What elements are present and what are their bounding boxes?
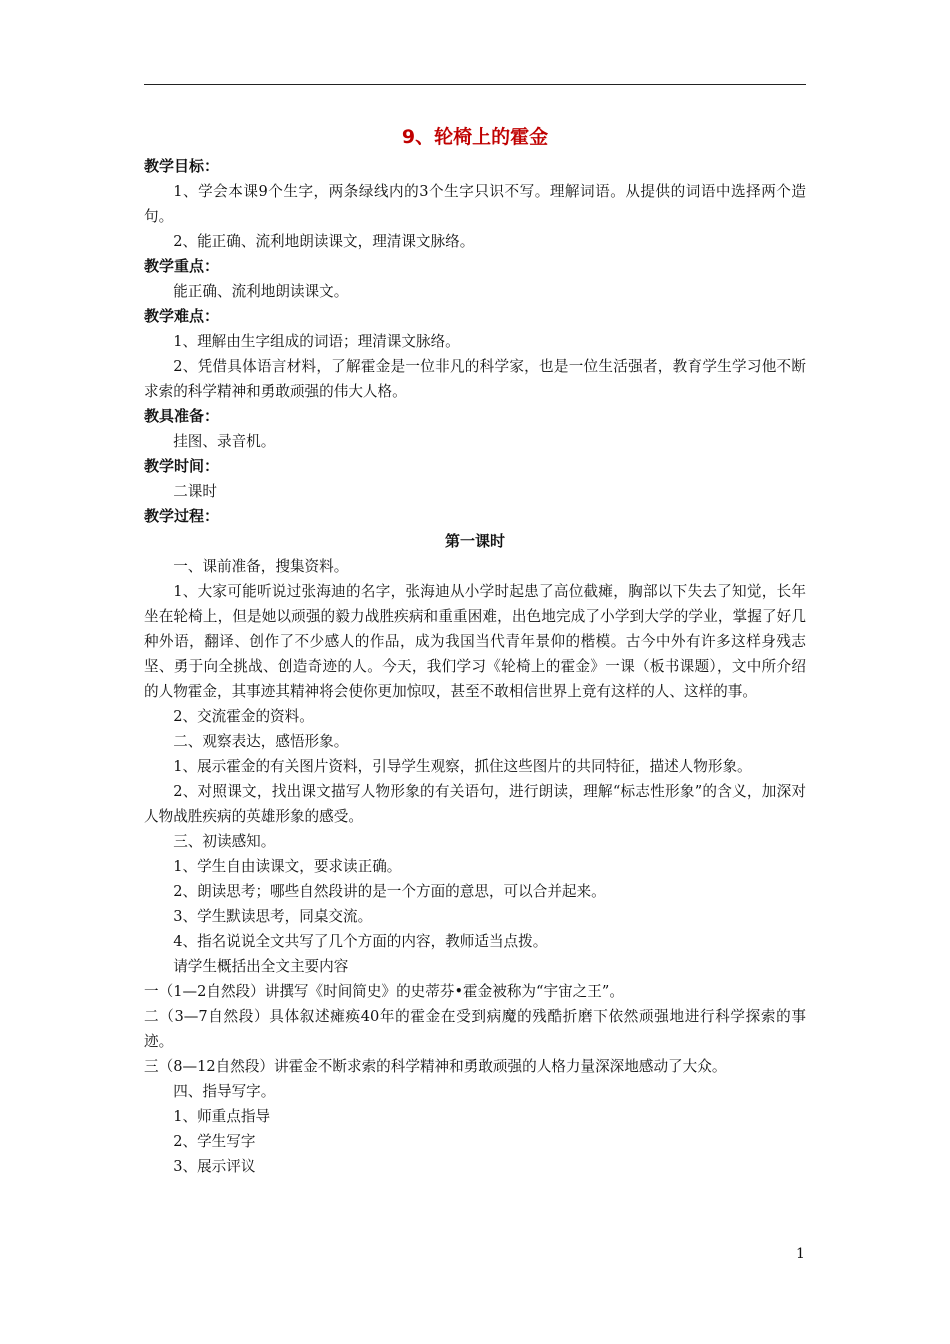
paragraph: 2、学生写字: [173, 1133, 256, 1150]
document-body: [144, 120, 806, 1179]
paragraph: 3、展示评议: [173, 1158, 256, 1175]
page-title: 9、轮椅上的霍金: [401, 126, 549, 148]
section-heading-process: 教学过程：: [144, 507, 220, 525]
paragraph: 2、朗读思考；哪些自然段讲的是一个方面的意思，可以合并起来。: [173, 883, 606, 900]
paragraph: 1、学生自由读课文，要求读正确。: [173, 858, 402, 875]
paragraph: 1、展示霍金的有关图片资料，引导学生观察，抓住这些图片的共同特征，描述人物形象。: [173, 758, 752, 775]
paragraph: 1、大家可能听说过张海迪的名字，张海迪从小学时起患了高位截瘫，胸部以下失去了知觉，长年坐在轮椅上，但是她以顽强的毅力战胜疾病和重重困难，出色地完成了小学到大学的学业，掌握了好几种外语，翻译、创作了不少感人的作品，成为我国当代青年景仰的楷模。古今中外有许多这样身残志坚、勇于向全挑战、创造奇迹的人。今天，我们学习《轮椅上的霍金》一课（板书课题），文中所介绍的人物霍金，其事迹其精神将会使你更加惊叹，甚至不敢相信世界上竟有这样的人、这样的事。: [144, 583, 806, 700]
paragraph: 1、学会本课9个生字，两条绿线内的3个生字只识不写。理解词语。从提供的词语中选择两个造句。: [144, 183, 806, 225]
paragraph: 2、凭借具体语言材料，了解霍金是一位非凡的科学家，也是一位生活强者，教育学生学习他不断求索的科学精神和勇敢顽强的伟大人格。: [144, 358, 806, 400]
paragraph: 1、师重点指导: [173, 1108, 271, 1125]
paragraph: 四、指导写字。: [173, 1083, 276, 1100]
header-rule: [144, 84, 806, 85]
paragraph: 2、对照课文，找出课文描写人物形象的有关语句，进行朗读，理解“标志性形象”的含义，加深对人物战胜疾病的英雄形象的感受。: [144, 783, 806, 825]
paragraph: 2、能正确、流利地朗读课文，理清课文脉络。: [173, 233, 475, 250]
summary-paragraph: 三（8—12自然段）讲霍金不断求索的科学精神和勇敢顽强的人格力量深深地感动了大众。: [144, 1058, 727, 1075]
summary-paragraph: 一（1—2自然段）讲撰写《时间简史》的史蒂芬•霍金被称为“宇宙之王”。: [144, 983, 624, 1000]
section-heading-key-points: 教学重点：: [144, 257, 220, 275]
summary-paragraph: 二（3—7自然段）具体叙述瘫痪40年的霍金在受到病魔的残酷折磨下依然顽强地进行科学探索的事迹。: [144, 1008, 806, 1050]
section-heading-goals: 教学目标：: [144, 157, 220, 175]
paragraph: 请学生概括出全文主要内容: [173, 958, 349, 975]
section-heading-time: 教学时间：: [144, 457, 220, 475]
section-heading-difficulties: 教学难点：: [144, 307, 220, 325]
paragraph: 二、观察表达，感悟形象。: [173, 733, 349, 750]
paragraph: 二课时: [173, 483, 217, 500]
page-number: 1: [796, 1246, 805, 1262]
paragraph: 挂图、录音机。: [173, 433, 276, 450]
paragraph: 4、指名说说全文共写了几个方面的内容，教师适当点拨。: [173, 933, 548, 950]
paragraph: 1、理解由生字组成的词语；理清课文脉络。: [173, 333, 460, 350]
lesson-title: 第一课时: [444, 532, 505, 550]
paragraph: 能正确、流利地朗读课文。: [173, 283, 349, 300]
section-heading-materials: 教具准备：: [144, 407, 220, 425]
paragraph: 一、课前准备，搜集资料。: [173, 558, 349, 575]
paragraph: 3、学生默读思考，同桌交流。: [173, 908, 373, 925]
paragraph: 2、交流霍金的资料。: [173, 708, 314, 725]
paragraph: 三、初读感知。: [173, 833, 276, 850]
